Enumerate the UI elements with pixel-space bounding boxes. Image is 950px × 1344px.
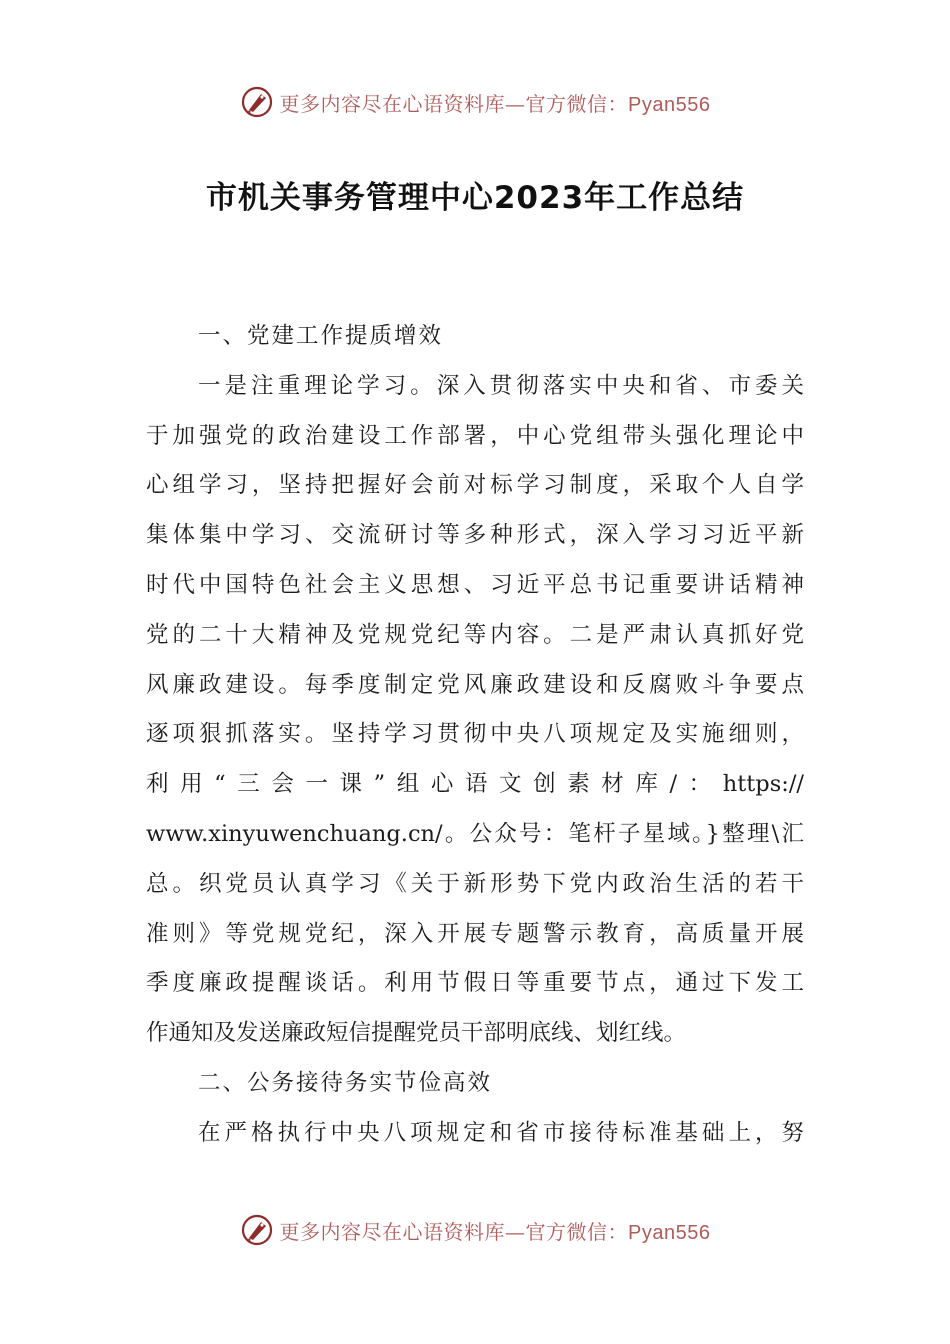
paragraph-line: 党的二十大精神及党规党纪等内容。二是严肃认真抓好党 (146, 621, 804, 648)
watermark-prefix: 更多内容尽在心语资料库—官方微信： (279, 1219, 629, 1244)
document-body (146, 312, 804, 1159)
wechat-id: Pyan556 (628, 1221, 711, 1244)
paragraph-line: 利用“三会一课”组心语文创素材库/：https:// (146, 771, 804, 798)
paragraph-line: 准则》等党规党纪，深入开展专题警示教育，高质量开展 (146, 920, 804, 947)
section-heading-1: 一、党建工作提质增效 (198, 323, 444, 349)
paragraph-line: 总。织党员认真学习《关于新形势下党内政治生活的若干 (146, 870, 804, 897)
watermark-prefix: 更多内容尽在心语资料库—官方微信： (279, 91, 629, 116)
paragraph-line: www.xinyuwenchuang.cn/。公众号：笔杆子星域。}整理\汇 (146, 820, 804, 847)
paragraph-line: 在严格执行中央八项规定和省市接待标准基础上，努 (198, 1119, 804, 1146)
paragraph-line: 于加强党的政治建设工作部署，中心党组带头强化理论中 (146, 422, 804, 449)
paragraph-line: 集体集中学习、交流研讨等多种形式，深入学习习近平新 (146, 522, 804, 549)
paragraph-line: 时代中国特色社会主义思想、习近平总书记重要讲话精神 (146, 571, 804, 598)
watermark-text (280, 1216, 711, 1245)
paragraph-line: 逐项狠抓落实。坚持学习贯彻中央八项规定及实施细则， (146, 721, 804, 748)
paragraph-line: 季度廉政提醒谈话。利用节假日等重要节点，通过下发工 (146, 970, 804, 997)
pen-nib-logo-icon (240, 85, 274, 119)
section-heading-2: 二、公务接待务实节俭高效 (198, 1069, 493, 1096)
header-watermark-banner (0, 80, 950, 124)
footer-watermark-banner (0, 1208, 950, 1252)
document-title: 市机关事务管理中心2023年工作总结 (205, 180, 745, 216)
wechat-id: Pyan556 (628, 93, 711, 116)
paragraph-line: 作通知及发送廉政短信提醒党员干部明底线、划红线。 (146, 1020, 687, 1047)
pen-nib-logo-icon (240, 1213, 274, 1247)
watermark-text (280, 88, 711, 117)
paragraph-line: 风廉政建设。每季度制定党风廉政建设和反腐败斗争要点 (146, 671, 804, 698)
paragraph-line: 一是注重理论学习。深入贯彻落实中央和省、市委关 (198, 372, 804, 399)
paragraph-line: 心组学习，坚持把握好会前对标学习制度，采取个人自学 (146, 472, 804, 499)
